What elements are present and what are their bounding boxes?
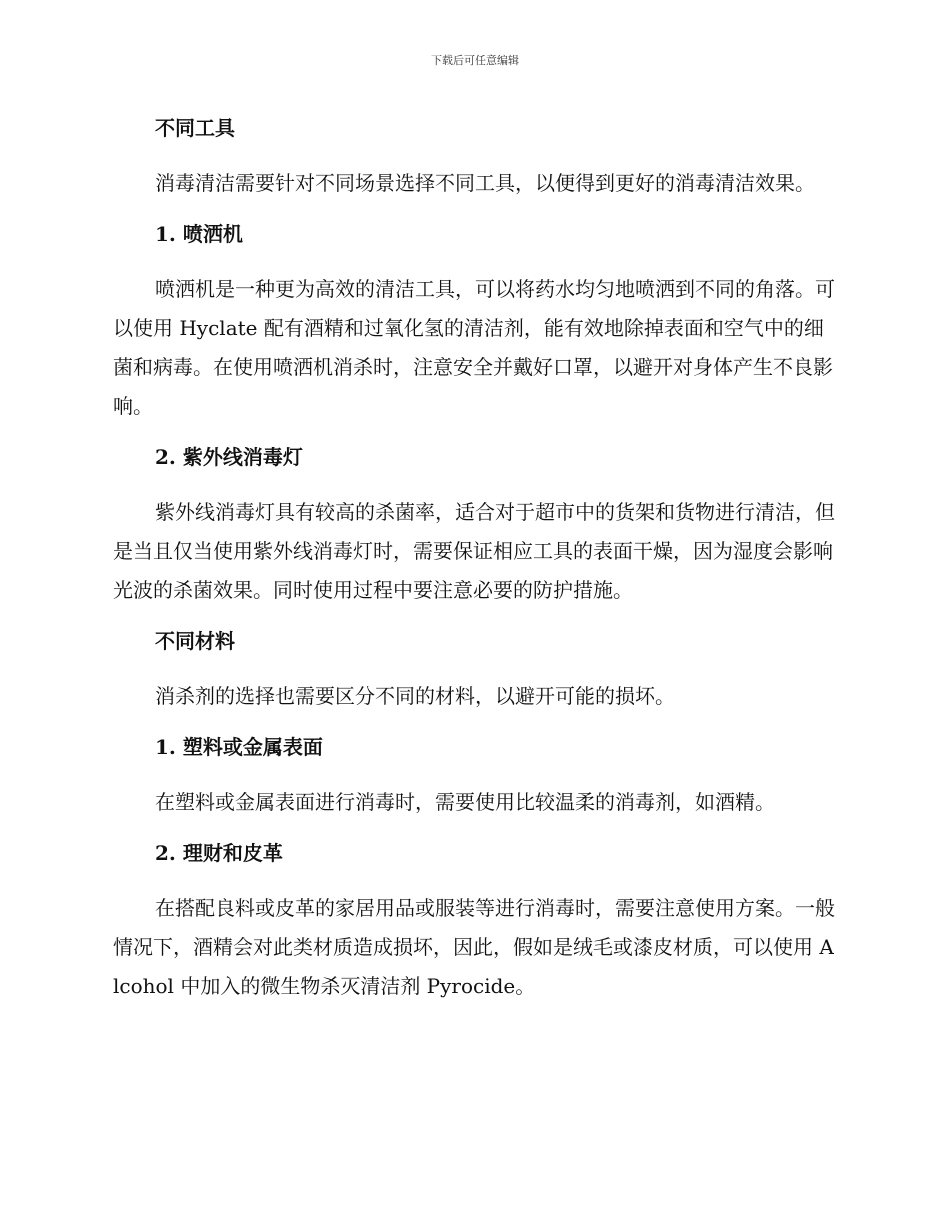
item-body-uv-lamp: 紫外线消毒灯具有较高的杀菌率，适合对于超市中的货架和货物进行清洁，但是当且仅当使用紫外线消毒灯时，需要保证相应工具的表面干燥，因为湿度会影响光波的杀菌效果。同时使用过程中要注意必要的防护措施。 — [113, 500, 835, 602]
section-intro-materials: 消杀剂的选择也需要区分不同的材料，以避开可能的损坏。 — [155, 684, 675, 708]
item-title-uv-lamp: 2. 紫外线消毒灯 — [155, 445, 303, 469]
section-intro-tools: 消毒清洁需要针对不同场景选择不同工具，以便得到更好的消毒清洁效果。 — [155, 171, 815, 195]
item-body-sprayer: 喷洒机是一种更为高效的清洁工具，可以将药水均匀地喷洒到不同的角落。可以使用 Hyclate 配有酒精和过氧化氢的清洁剂，能有效地除掉表面和空气中的细菌和病毒。在使用喷洒机消杀时，注意安全并戴好口罩，以避开对身体产生不良影响。 — [113, 277, 835, 418]
section-heading-materials: 不同材料 — [155, 629, 235, 653]
section-heading-tools: 不同工具 — [155, 116, 235, 140]
item-body-leather: 在搭配良料或皮革的家居用品或服装等进行消毒时，需要注意使用方案。一般情况下，酒精会对此类材质造成损坏，因此，假如是绒毛或漆皮材质，可以使用 Alcohol 中加入的微生物杀灭清洁剂 Pyrocide。 — [113, 896, 835, 998]
item-title-plastic-metal: 1. 塑料或金属表面 — [155, 735, 323, 759]
item-body-plastic-metal: 在塑料或金属表面进行消毒时，需要使用比较温柔的消毒剂，如酒精。 — [155, 790, 775, 814]
item-title-leather: 2. 理财和皮革 — [155, 841, 283, 865]
page-header: 下载后可任意编辑 — [431, 54, 519, 67]
document-body — [113, 110, 840, 1006]
item-title-sprayer: 1. 喷洒机 — [155, 222, 243, 246]
